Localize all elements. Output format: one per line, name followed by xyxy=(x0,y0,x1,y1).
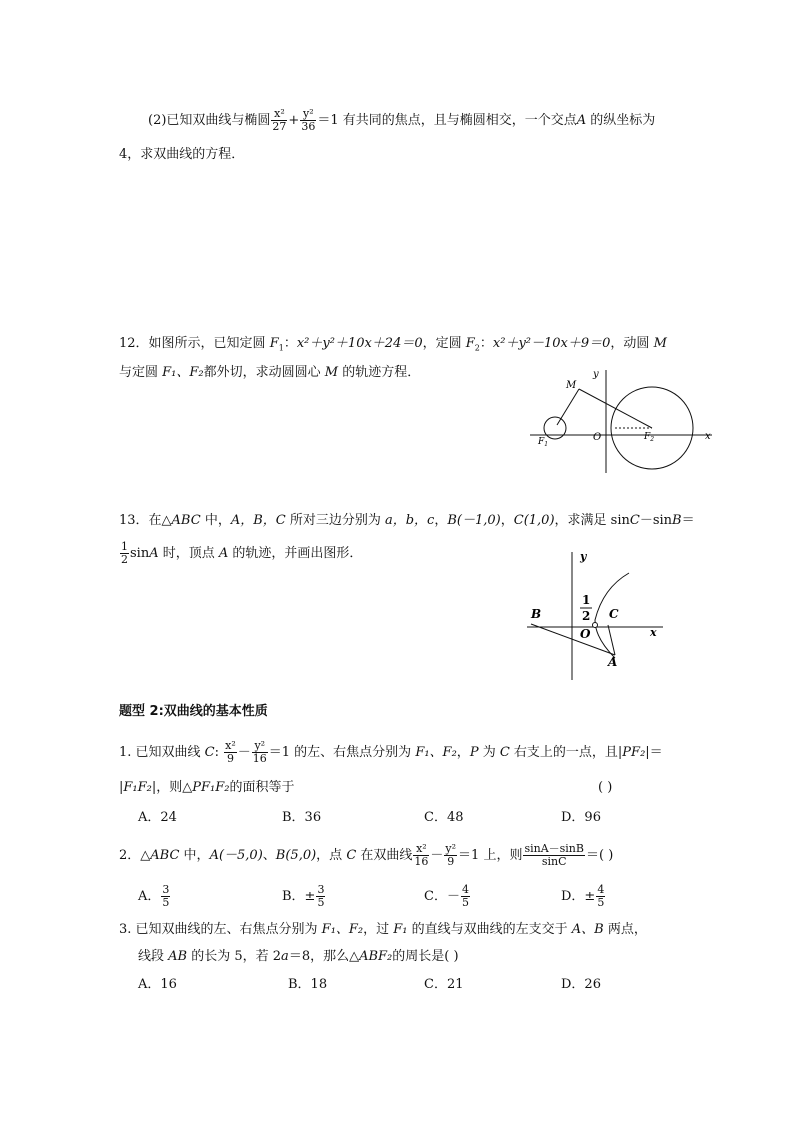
label-x: x xyxy=(650,626,657,639)
label-y: y xyxy=(580,550,587,563)
segment-b-a xyxy=(531,624,615,655)
problem-1-option-a[interactable]: A．24 xyxy=(138,810,177,825)
problem-2q-line1: 2．△ABC 中，A(－5,0)、B(5,0)，点 C 在双曲线 $\frac{\text{x²}}{16}$ － $\frac{\text{y²}}{9}$ ＝1 上，则 $\frac{\sin A-\sin B}{\sin C}$ ＝( ) xyxy=(119,842,614,868)
fraction-y2-36: $\frac{\text{y²}}{36}$ xyxy=(301,107,316,133)
vertex-point xyxy=(593,623,598,628)
problem-2-line1: (2)已知双曲线与椭圆 $\frac{\text{x²}}{27}$ + $\frac{\text{y²}}{36}$ ＝1 有共同的焦点，且与椭圆相交，一个交点A 的纵坐标为 xyxy=(148,107,656,133)
problem-2q-option-b[interactable]: B．± $\frac{3}{5}$ xyxy=(282,883,325,909)
fraction-sin-ratio: $\frac{\sin A-\sin B}{\sin C}$ xyxy=(524,842,584,868)
problem-3-option-a[interactable]: A．16 xyxy=(138,977,177,992)
fraction-y2-9: $\frac{\text{y²}}{9}$ xyxy=(445,842,457,868)
label-o: O xyxy=(580,627,591,641)
problem-3-option-d[interactable]: D．26 xyxy=(561,977,601,992)
problem-3-option-c[interactable]: C．21 xyxy=(424,977,464,992)
problem-1-option-b[interactable]: B．36 xyxy=(282,810,322,825)
fraction-y2-16: $\frac{\text{y²}}{16}$ xyxy=(252,739,267,765)
problem-2q-option-a[interactable]: A． $\frac{3}{5}$ xyxy=(138,883,170,909)
segment-m-f2 xyxy=(579,389,652,428)
fraction-x2-16: $\frac{\text{x²}}{16}$ xyxy=(414,842,429,868)
fraction-half: $\frac{1}{2}$ xyxy=(121,540,128,566)
problem-2-line2: 4，求双曲线的方程． xyxy=(119,147,245,162)
hyperbola-figure xyxy=(525,548,675,683)
label-c: C xyxy=(609,607,619,621)
problem-3-line1: 3. 已知双曲线的左、右焦点分别为 F₁、F₂，过 F₁ 的直线与双曲线的左支交于 A、B 两点， xyxy=(119,922,647,937)
circle-f1 xyxy=(544,417,566,439)
question-13-line2: $\frac{1}{2}$ sinA 时，顶点 A 的轨迹，并画出图形． xyxy=(121,540,363,566)
problem-1-option-d[interactable]: D．96 xyxy=(561,810,601,825)
label-half-num: 1 xyxy=(582,593,591,607)
problem-1-answer-paren: ( ) xyxy=(598,780,613,795)
problem-2q-option-c[interactable]: C．－ $\frac{4}{5}$ xyxy=(424,883,469,909)
problem-1-option-c[interactable]: C．48 xyxy=(424,810,464,825)
option-c-fraction: $\frac{4}{5}$ xyxy=(461,883,469,909)
circles-figure xyxy=(530,365,720,475)
label-m: M xyxy=(566,380,577,391)
question-12-line2: 与定圆 F₁、F₂都外切，求动圆圆心 M 的轨迹方程． xyxy=(119,365,421,380)
label-x: x xyxy=(705,431,711,442)
fraction-x2-9: $\frac{\text{x²}}{9}$ xyxy=(225,739,236,765)
label-f2: $F_2$ xyxy=(644,432,655,443)
problem-3-option-b[interactable]: B．18 xyxy=(288,977,328,992)
label-b: B xyxy=(531,607,542,621)
question-13-line1: 13．在△ABC 中，A，B，C 所对三边分别为 a，b，c，B(－1,0)，C(1,0)，求满足 sinC－sinB＝ xyxy=(119,513,695,528)
label-y: y xyxy=(593,369,599,380)
label-f1: $F_1$ xyxy=(538,437,549,448)
option-b-fraction: $\frac{3}{5}$ xyxy=(317,883,325,909)
section-heading: 题型 2:双曲线的基本性质 xyxy=(119,704,268,719)
problem-2q-option-d[interactable]: D．± $\frac{4}{5}$ xyxy=(561,883,605,909)
label-a: A xyxy=(608,655,618,669)
problem-1-line2: |F₁F₂|，则△PF₁F₂的面积等于 xyxy=(119,780,295,795)
label-half-den: 2 xyxy=(582,609,591,623)
segment-m-f1 xyxy=(557,389,579,425)
fraction-x2-27: $\frac{\text{x²}}{27}$ xyxy=(272,107,287,133)
question-12-line1: 12．如图所示，已知定圆 $F_1$：x²＋y²＋10x＋24＝0，定圆 $F_2$：x²＋y²－10x＋9＝0，动圆 M xyxy=(119,336,667,353)
label-o: O xyxy=(593,432,602,443)
segment-c-a xyxy=(608,625,615,655)
option-a-fraction: $\frac{3}{5}$ xyxy=(162,883,170,909)
problem-3-line2: 线段 AB 的长为 5，若 2a＝8，那么△ABF₂的周长是( ) xyxy=(138,949,459,964)
problem-1-line1: 1. 已知双曲线 C: $\frac{\text{x²}}{9}$ － $\frac{\text{y²}}{16}$ ＝1 的左、右焦点分别为 F₁、F₂，P 为 C 右支上的一点，且|PF₂|＝ xyxy=(119,739,663,765)
option-d-fraction: $\frac{4}{5}$ xyxy=(597,883,605,909)
